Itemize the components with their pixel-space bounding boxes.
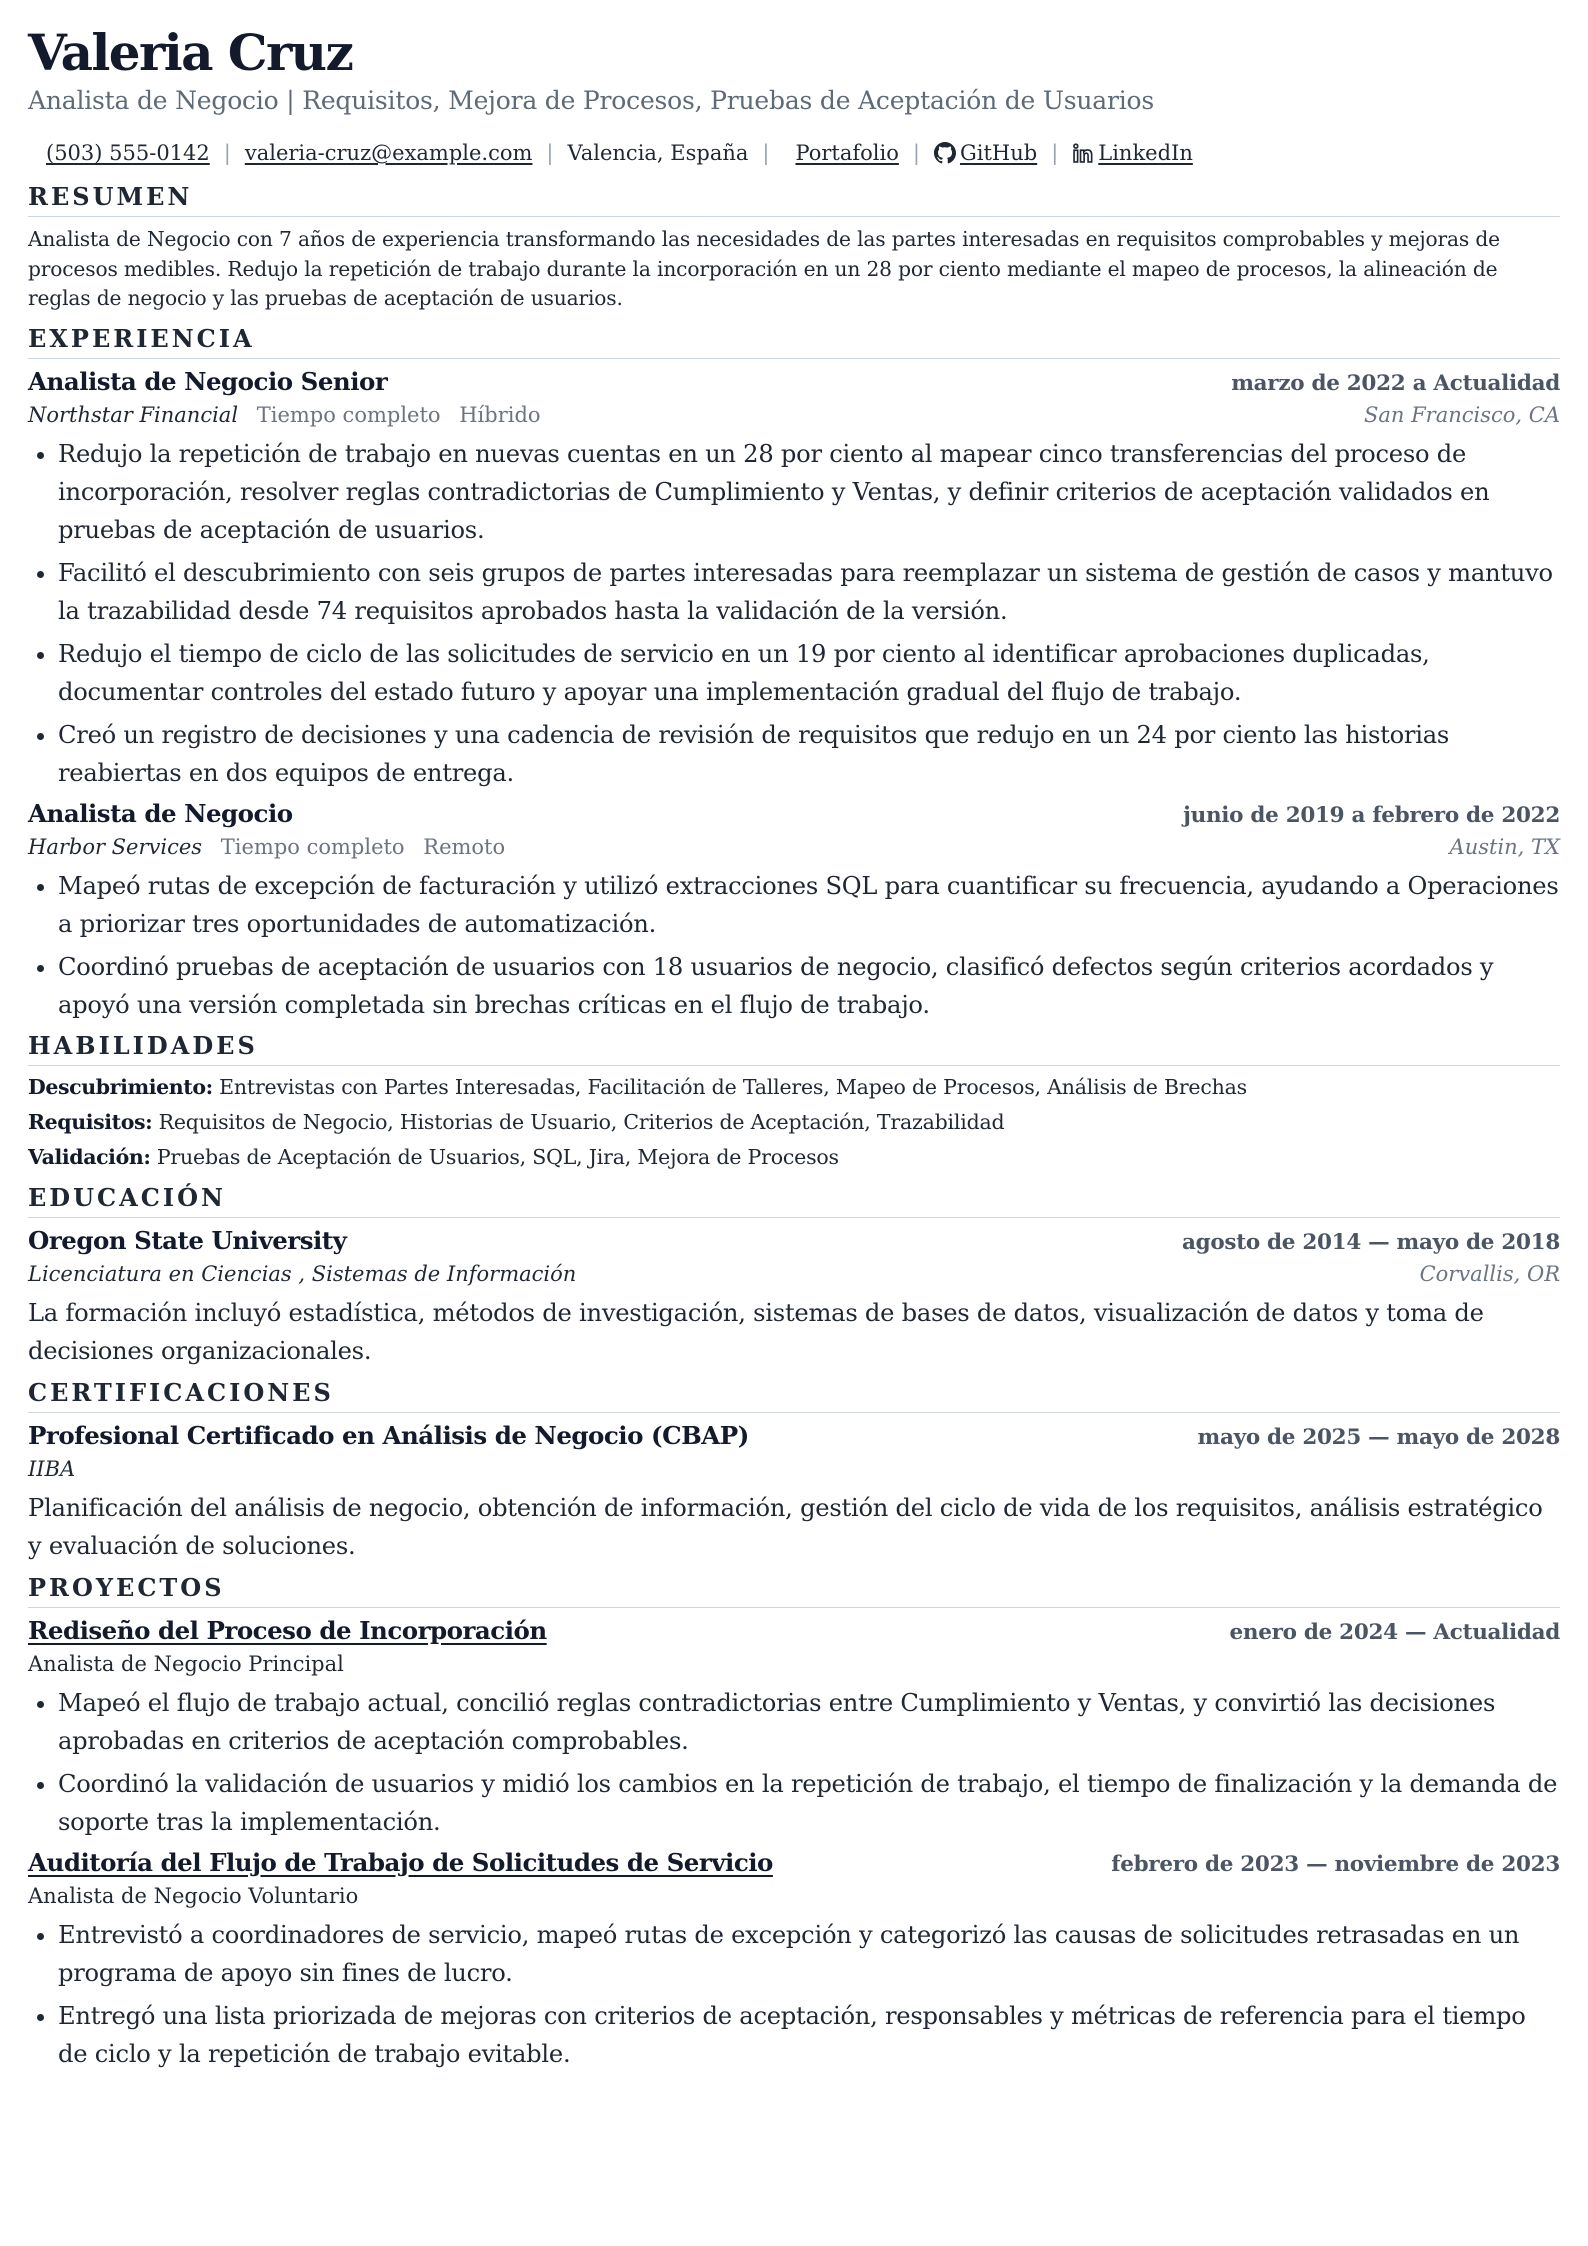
skill-label: Validación:: [28, 1144, 151, 1169]
github-link-wrap[interactable]: [934, 138, 1037, 168]
certification-date: mayo de 2025 — mayo de 2028: [1197, 1424, 1560, 1450]
skill-value: Entrevistas con Partes Interesadas, Facilitación de Talleres, Mapeo de Procesos, Análisis de Brechas: [219, 1074, 1247, 1099]
entry-subheader: [28, 399, 1560, 431]
job-location: San Francisco, CA: [1363, 402, 1560, 427]
company-name: Northstar Financial: [28, 402, 239, 427]
list-item: • Creó un registro de decisiones y una cadencia de revisión de requisitos que redujo en un 24 por ciento las historias reabiertas en dos equipos de entrega.: [58, 716, 1560, 792]
list-item: • Coordinó pruebas de aceptación de usuarios con 18 usuarios de negocio, clasificó defectos según criterios acordados y apoyó una versión completada sin brechas críticas en el flujo de trabajo.: [58, 948, 1560, 1024]
job-title: Analista de Negocio: [28, 798, 293, 828]
contact-separator: |: [762, 141, 770, 165]
job-bullets: [28, 435, 1560, 792]
entry-header: [28, 797, 1560, 831]
candidate-name: Valeria Cruz: [28, 23, 353, 82]
entry-header: [28, 1419, 1560, 1453]
project-date: febrero de 2023 — noviembre de 2023: [1111, 1851, 1560, 1877]
project-date: enero de 2024 — Actualidad: [1229, 1619, 1560, 1645]
entry-subheader: [28, 1258, 1560, 1290]
entry-subheader: [28, 831, 1560, 863]
skill-label: Descubrimiento:: [28, 1074, 213, 1099]
job-bullets: [28, 867, 1560, 1024]
education-section: [28, 1181, 1560, 1370]
list-item: • Entregó una lista priorizada de mejoras con criterios de aceptación, responsables y métricas de referencia para el tiempo de ciclo y la repetición de trabajo evitable.: [58, 1997, 1560, 2073]
project-bullets: [28, 1916, 1560, 2073]
list-item: • Redujo el tiempo de ciclo de las solicitudes de servicio en un 19 por ciento al identificar aprobaciones duplicadas, documentar controles del estado futuro y apoyar una implementación gradual del flujo de trabajo.: [58, 635, 1560, 711]
education-description: La formación incluyó estadística, métodos de investigación, sistemas de bases de datos, visualización de datos y toma de decisiones organizacionales.: [28, 1298, 1484, 1365]
skill-value: Requisitos de Negocio, Historias de Usuario, Criterios de Aceptación, Trazabilidad: [158, 1109, 1005, 1134]
degree-name: Licenciatura en Ciencias , Sistemas de Información: [28, 1261, 577, 1286]
skill-value: Pruebas de Aceptación de Usuarios, SQL, Jira, Mejora de Procesos: [156, 1144, 839, 1169]
project-role: Analista de Negocio Voluntario: [28, 1883, 359, 1908]
certification-issuer: IIBA: [28, 1456, 76, 1481]
github-link[interactable]: GitHub: [959, 141, 1038, 165]
project-title-link[interactable]: Auditoría del Flujo de Trabajo de Solicitudes de Servicio: [28, 1847, 773, 1877]
list-item: • Redujo la repetición de trabajo en nuevas cuentas en un 28 por ciento al mapear cinco transferencias del proceso de incorporación, resolver reglas contradictorias de Cumplimiento y Ventas, y definir criterios de aceptación validados en pruebas de aceptación de usuarios.: [58, 435, 1560, 549]
contact-separator: |: [912, 141, 920, 165]
section-title-skills: HABILIDADES: [28, 1029, 1560, 1066]
summary-section: [28, 180, 1560, 314]
work-mode: Híbrido: [459, 402, 541, 427]
projects-section: [28, 1571, 1560, 2073]
education-entry: [28, 1224, 1560, 1370]
education-date: agosto de 2014 — mayo de 2018: [1181, 1229, 1560, 1255]
experience-entry: [28, 365, 1560, 792]
linkedin-link[interactable]: LinkedIn: [1098, 141, 1193, 165]
list-item: • Coordinó la validación de usuarios y midió los cambios en la repetición de trabajo, el tiempo de finalización y la demanda de soporte tras la implementación.: [58, 1765, 1560, 1841]
list-item: • Mapeó rutas de excepción de facturación y utilizó extracciones SQL para cuantificar su frecuencia, ayudando a Operaciones a priorizar tres oportunidades de automatización.: [58, 867, 1560, 943]
company-name: Harbor Services: [28, 834, 203, 859]
location-text: Valencia, España: [567, 141, 749, 165]
work-mode: Remoto: [423, 834, 506, 859]
entry-header: [28, 1614, 1560, 1648]
summary-text: Analista de Negocio con 7 años de experiencia transformando las necesidades de las partes interesadas en requisitos comprobables y mejoras de procesos medibles. Redujo la repetición de trabajo durante la incorporación en un 28 por ciento mediante el mapeo de procesos, la alineación de reglas de negocio y las pruebas de aceptación de usuarios.: [28, 227, 1500, 310]
job-date: marzo de 2022 a Actualidad: [1231, 370, 1560, 396]
list-item: • Mapeó el flujo de trabajo actual, concilió reglas contradictorias entre Cumplimiento y Ventas, y convirtió las decisiones aprobadas en criterios de aceptación comprobables.: [58, 1684, 1560, 1760]
experience-section: [28, 322, 1560, 1024]
project-role: Analista de Negocio Principal: [28, 1651, 344, 1676]
project-title-link[interactable]: Rediseño del Proceso de Incorporación: [28, 1615, 547, 1645]
skill-row: [28, 1140, 1560, 1175]
job-location: Austin, TX: [1449, 834, 1560, 859]
contact-row: [28, 138, 1560, 168]
project-entry: [28, 1614, 1560, 1841]
job-title: Analista de Negocio Senior: [28, 366, 388, 396]
contact-separator: |: [223, 141, 231, 165]
skill-row: [28, 1070, 1560, 1105]
entry-header: [28, 365, 1560, 399]
email-link[interactable]: valeria-cruz@example.com: [244, 141, 533, 165]
skills-section: [28, 1029, 1560, 1175]
contact-separator: |: [546, 141, 554, 165]
contact-separator: |: [1051, 141, 1059, 165]
list-item: • Entrevistó a coordinadores de servicio, mapeó rutas de excepción y categorizó las causas de solicitudes retrasadas en un programa de apoyo sin fines de lucro.: [58, 1916, 1560, 1992]
employment-type: Tiempo completo: [220, 834, 405, 859]
list-item: • Facilitó el descubrimiento con seis grupos de partes interesadas para reemplazar un sistema de gestión de casos y mantuvo la trazabilidad desde 74 requisitos aprobados hasta la validación de la versión.: [58, 554, 1560, 630]
skills-list: [28, 1070, 1560, 1175]
candidate-headline: Analista de Negocio | Requisitos, Mejora de Procesos, Pruebas de Aceptación de Usuarios: [28, 86, 1155, 115]
github-icon: [934, 142, 956, 164]
school-name: Oregon State University: [28, 1225, 347, 1255]
employment-type: Tiempo completo: [256, 402, 441, 427]
resume-header: [28, 22, 1560, 118]
section-title-certifications: CERTIFICACIONES: [28, 1376, 1560, 1413]
linkedin-link-wrap[interactable]: [1072, 138, 1193, 168]
project-entry: [28, 1846, 1560, 2073]
skill-row: [28, 1105, 1560, 1140]
portfolio-link[interactable]: Portafolio: [795, 141, 899, 165]
section-title-projects: PROYECTOS: [28, 1571, 1560, 1608]
section-title-experience: EXPERIENCIA: [28, 322, 1560, 359]
entry-subheader: [28, 1453, 1560, 1485]
project-bullets: [28, 1684, 1560, 1841]
entry-header: [28, 1224, 1560, 1258]
experience-entry: [28, 797, 1560, 1024]
entry-header: [28, 1846, 1560, 1880]
phone-link[interactable]: (503) 555-0142: [46, 141, 210, 165]
section-title-education: EDUCACIÓN: [28, 1181, 1560, 1218]
certifications-section: [28, 1376, 1560, 1565]
linkedin-icon: [1072, 142, 1094, 164]
certification-description: Planificación del análisis de negocio, obtención de información, gestión del ciclo de vida de los requisitos, análisis estratégico y evaluación de soluciones.: [28, 1493, 1543, 1560]
job-date: junio de 2019 a febrero de 2022: [1183, 802, 1560, 828]
certification-title: Profesional Certificado en Análisis de Negocio (CBAP): [28, 1420, 749, 1450]
certification-entry: [28, 1419, 1560, 1565]
school-location: Corvallis, OR: [1419, 1261, 1560, 1286]
section-title-summary: RESUMEN: [28, 180, 1560, 217]
skill-label: Requisitos:: [28, 1109, 153, 1134]
